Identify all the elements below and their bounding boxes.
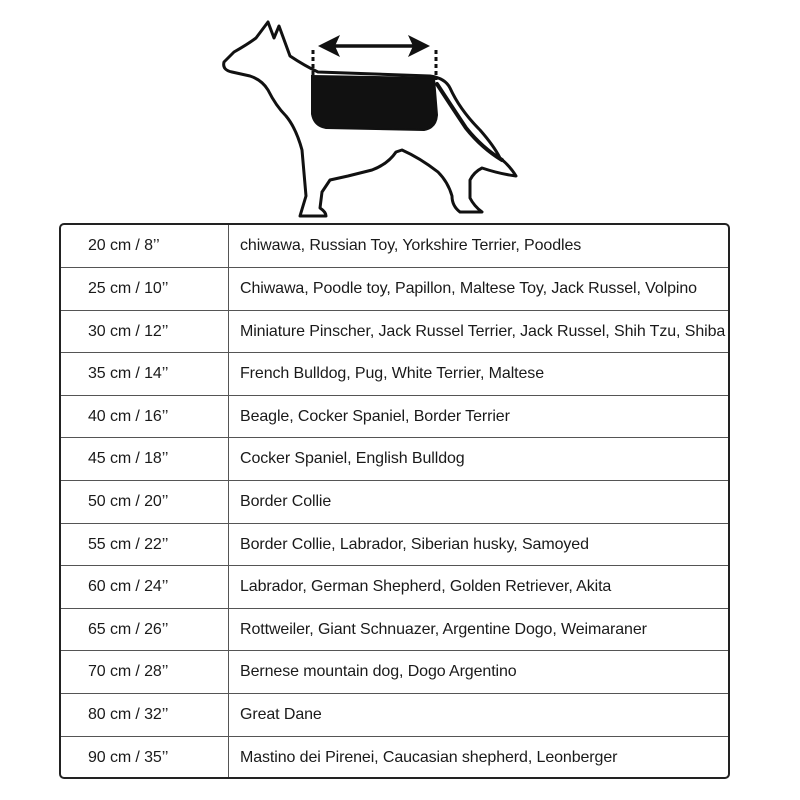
breeds-cell: Chiwawa, Poodle toy, Papillon, Maltese Toy, Jack Russel, Volpino [229, 268, 729, 311]
breeds-cell: chiwawa, Russian Toy, Yorkshire Terrier, Poodles [240, 237, 582, 255]
breeds-cell: Miniature Pinscher, Jack Russel Terrier, Jack Russel, Shih Tzu, Shiba [229, 310, 729, 353]
breeds-cell: Cocker Spaniel, English Bulldog [229, 438, 729, 481]
table-row [61, 566, 728, 609]
table-row [61, 651, 728, 694]
breeds-cell: Bernese mountain dog, Dogo Argentino [229, 651, 729, 694]
size-cell: 65 cm / 26’’ [61, 608, 229, 651]
size-cell: 70 cm / 28’’ [61, 651, 229, 694]
breeds-cell: Labrador, German Shepherd, Golden Retriever, Akita [229, 566, 729, 609]
table-row [61, 736, 728, 779]
breeds-cell: Border Collie, Labrador, Siberian husky, Samoyed [229, 523, 729, 566]
size-cell: 20 cm / 8’’ [61, 225, 229, 268]
breeds-cell: Border Collie [229, 481, 729, 524]
size-cell: 35 cm / 14’’ [61, 353, 229, 396]
size-cell: 90 cm / 35’’ [61, 736, 229, 779]
size-table [59, 223, 730, 779]
table-row [61, 694, 728, 737]
size-cell: 40 cm / 16’’ [61, 395, 229, 438]
breeds-cell: Beagle, Cocker Spaniel, Border Terrier [229, 395, 729, 438]
table-row [61, 353, 728, 396]
size-cell: 50 cm / 20’’ [61, 481, 229, 524]
size-cell: 55 cm / 22’’ [61, 523, 229, 566]
dog-back-length-measurement-icon [0, 0, 800, 222]
size-cell: 60 cm / 24’’ [61, 566, 229, 609]
table-row [61, 225, 728, 268]
table-row [61, 268, 728, 311]
table-row [61, 481, 728, 524]
double-arrow-icon [318, 35, 430, 57]
table-row [61, 395, 728, 438]
size-cell: 45 cm / 18’’ [61, 438, 229, 481]
size-cell: 25 cm / 10’’ [61, 268, 229, 311]
table-row [61, 523, 728, 566]
size-cell: 80 cm / 32’’ [61, 694, 229, 737]
breeds-cell: French Bulldog, Pug, White Terrier, Maltese [229, 353, 729, 396]
dog-coat-shape [312, 76, 437, 130]
size-cell: 30 cm / 12’’ [61, 310, 229, 353]
breeds-cell: Mastino dei Pirenei, Caucasian shepherd, Leonberger [229, 736, 729, 779]
table-row [61, 438, 728, 481]
table-row [61, 608, 728, 651]
breeds-cell: Rottweiler, Giant Schnuazer, Argentine Dogo, Weimaraner [229, 608, 729, 651]
breeds-cell: Great Dane [229, 694, 729, 737]
size-table-grid [61, 225, 728, 779]
table-row [61, 310, 728, 353]
